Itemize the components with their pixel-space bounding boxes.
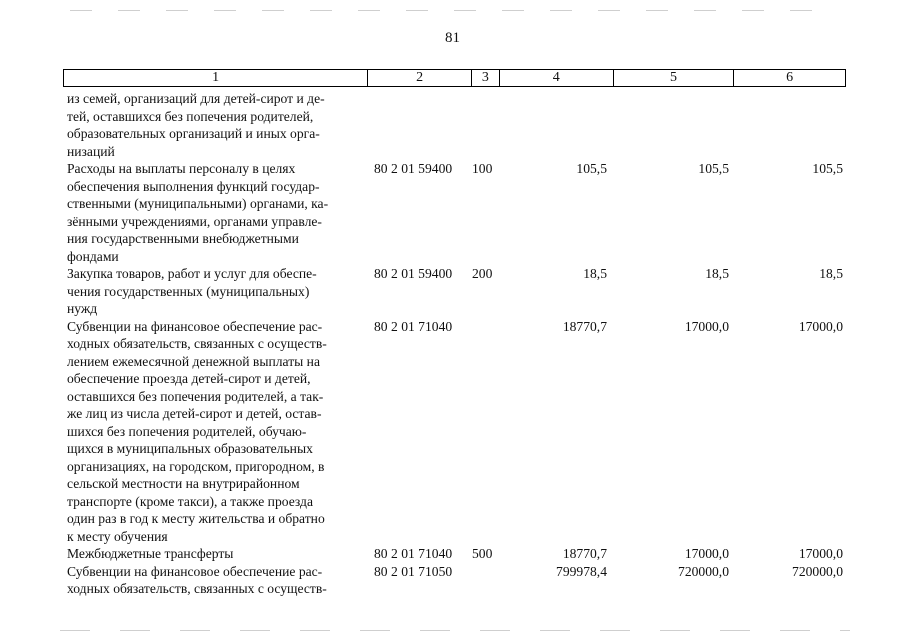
row-description: Субвенции на финансовое обеспечение рас- ходных обязательств, связанных с осуществ- лением ежемесячной денежной выплаты на обеспечение проезда детей-сирот и детей, оставшихся без попечения родителей, а так- же лиц из числа детей-сирот и детей, остав- шихся без попечения родителей, обучаю- щихся в муниципальных образовательных организациях, на городском, пригородном, в сельской местности на внутрирайонном транспорте (кроме такси), а также проезда один раз в год к месту жительства и обратно к месту обучения (67, 318, 327, 544)
row-code: 80 2 01 59400 (374, 266, 453, 281)
row-code: 80 2 01 71040 (374, 318, 453, 334)
row-expense-type: 100 (472, 161, 493, 176)
table-body (67, 90, 847, 598)
row-amount-col4: 18,5 (583, 266, 607, 281)
row-amount-col5: 105,5 (698, 161, 729, 176)
scan-artifact-bottom (60, 630, 850, 631)
page-number: 81 (445, 30, 460, 46)
row-expense-type: 500 (472, 546, 493, 561)
table-row (67, 545, 847, 563)
row-amount-col4: 105,5 (576, 161, 607, 176)
row-amount-col5: 18,5 (705, 266, 729, 281)
column-header-5: 5 (614, 70, 735, 86)
row-amount-col6: 17000,0 (798, 318, 843, 334)
row-amount-col4: 799978,4 (556, 563, 607, 579)
table-row (67, 563, 847, 598)
column-header-3: 3 (472, 70, 500, 86)
row-amount-col6: 105,5 (812, 161, 843, 176)
scan-artifact-top (70, 10, 830, 11)
row-amount-col6: 18,5 (819, 266, 843, 281)
row-code: 80 2 01 71050 (374, 563, 453, 579)
column-header-2: 2 (368, 70, 472, 86)
table-header-row (63, 69, 846, 87)
table-row (67, 318, 847, 546)
row-description: Субвенции на финансовое обеспечение рас- ходных обязательств, связанных с осуществ- (67, 563, 327, 596)
row-description: Закупка товаров, работ и услуг для обеспе- чения государственных (муниципальных) нужд (67, 266, 317, 316)
row-amount-col5: 720000,0 (678, 563, 729, 579)
row-amount-col6: 720000,0 (792, 563, 843, 579)
row-expense-type: 200 (472, 266, 493, 281)
row-description: Расходы на выплаты персоналу в целях обеспечения выполнения функций государ- ственными (муниципальными) органами, ка- зёнными учреждениями, органами управле- ния государственными внебюджетными фондами (67, 161, 329, 264)
table-row (67, 160, 847, 265)
row-amount-col4: 18770,7 (562, 318, 607, 334)
column-header-6: 6 (786, 70, 794, 85)
row-amount-col5: 17000,0 (684, 546, 729, 561)
row-description: из семей, организаций для детей-сирот и де- тей, оставшихся без попечения родителей, образовательных организаций и иных орга- низаций (67, 91, 325, 159)
row-amount-col4: 18770,7 (562, 546, 607, 561)
column-header-1: 1 (64, 70, 368, 86)
row-amount-col5: 17000,0 (684, 318, 729, 334)
table-row (67, 265, 847, 318)
row-code: 80 2 01 71040 (374, 546, 453, 561)
row-description: Межбюджетные трансферты (67, 546, 234, 561)
row-amount-col6: 17000,0 (798, 546, 843, 561)
table-row (67, 90, 847, 160)
column-header-4: 4 (500, 70, 614, 86)
row-code: 80 2 01 59400 (374, 161, 453, 176)
